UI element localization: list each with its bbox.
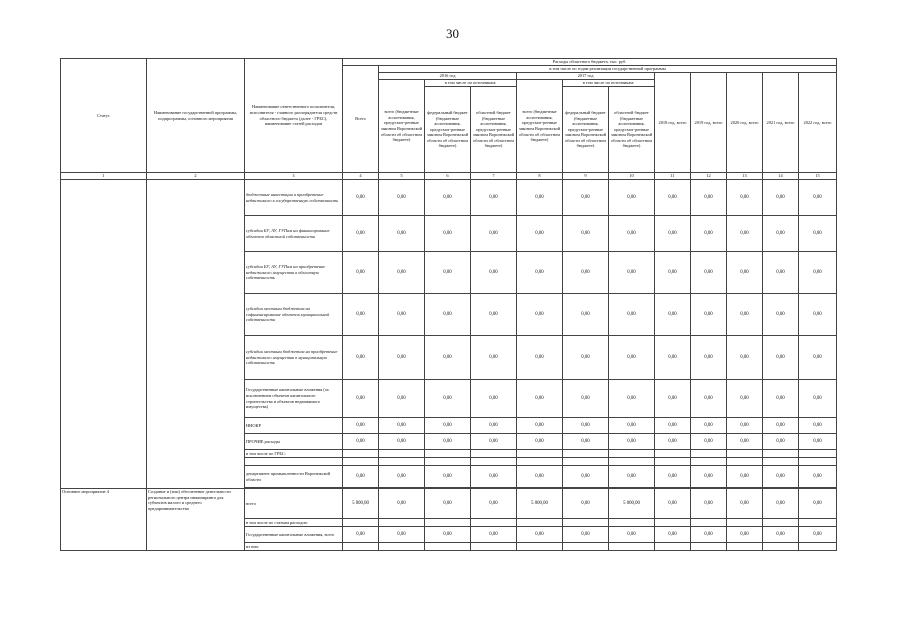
value-cell: 0,00 [379,252,425,294]
value-cell: 0,00 [609,336,655,380]
value-cell: 0,00 [471,434,517,450]
header-program-name: Наименование государственной программы, подпрограммы, основного мероприятия [147,59,245,173]
value-cell: 0,00 [471,527,517,543]
page-number: 30 [446,26,459,41]
value-cell: 5 000,00 [517,489,563,519]
value-cell: 0,00 [727,180,763,216]
value-cell: 0,00 [691,180,727,216]
col-index: 13 [727,173,763,180]
value-cell: 0,00 [563,294,609,336]
value-cell: 0,00 [655,418,691,434]
col-index: 1 [61,173,147,180]
value-cell: 0,00 [609,180,655,216]
value-cell: 0,00 [343,418,379,434]
col-index: 9 [563,173,609,180]
value-cell: 0,00 [691,380,727,418]
header-2016-total: всего (бюджетные ассигнования, предусмот-ренные законом Воронежской области об областном бюджете) [379,80,425,173]
row-label: субсидии БУ, АУ, ГУПам на финансирование объектов областной собственности [245,216,343,252]
value-cell: 0,00 [563,336,609,380]
value-cell: 0,00 [563,216,609,252]
value-cell: 0,00 [563,380,609,418]
value-cell: 0,00 [471,216,517,252]
column-index-row [61,173,837,180]
value-cell: 0,00 [763,216,799,252]
value-cell: 0,00 [343,466,379,488]
value-cell: 0,00 [763,434,799,450]
row-label: в том числе по ГРБС: [245,450,343,458]
program-name-cell [147,180,245,489]
value-cell: 0,00 [471,252,517,294]
value-cell: 0,00 [379,216,425,252]
value-cell: 0,00 [763,336,799,380]
value-cell: 0,00 [425,434,471,450]
value-cell: 0,00 [799,489,837,519]
value-cell: 0,00 [343,336,379,380]
header-2019: 2019 год, всего [691,73,727,173]
value-cell: 0,00 [691,336,727,380]
value-cell: 0,00 [727,489,763,519]
value-cell: 0,00 [799,336,837,380]
value-cell: 0,00 [799,180,837,216]
value-cell: 0,00 [517,380,563,418]
value-cell: 0,00 [471,294,517,336]
value-cell: 0,00 [655,466,691,488]
row-label: департамент промышленности Воронежской области [245,466,343,488]
row-label: субсидии местным бюджетам на софинансирование объектов муниципальной собственности [245,294,343,336]
col-index: 8 [517,173,563,180]
value-cell: 0,00 [763,489,799,519]
value-cell: 0,00 [343,252,379,294]
value-cell: 0,00 [343,216,379,252]
value-cell: 0,00 [425,418,471,434]
value-cell: 0,00 [517,180,563,216]
value-cell: 0,00 [517,252,563,294]
value-cell: 0,00 [691,252,727,294]
value-cell: 0,00 [691,216,727,252]
value-cell: 0,00 [563,434,609,450]
value-cell: 0,00 [763,418,799,434]
row-label: Государственные капитальные вложения (за исключением объектов капитального строительства и объектов недвижимого имущества) [245,380,343,418]
value-cell: 0,00 [517,294,563,336]
value-cell: 0,00 [609,527,655,543]
value-cell: 0,00 [517,418,563,434]
value-cell: 0,00 [343,527,379,543]
value-cell: 0,00 [655,294,691,336]
value-cell: 0,00 [471,380,517,418]
value-cell: 0,00 [799,527,837,543]
header-2016-incl: в том числе по источникам: [425,80,517,87]
value-cell: 0,00 [563,527,609,543]
value-cell: 0,00 [379,434,425,450]
value-cell: 0,00 [727,434,763,450]
value-cell: 0,00 [563,180,609,216]
row-label: всего [245,489,343,519]
value-cell: 0,00 [563,418,609,434]
col-index: 12 [691,173,727,180]
value-cell: 0,00 [471,466,517,488]
value-cell: 0,00 [763,527,799,543]
value-cell: 0,00 [379,294,425,336]
value-cell: 0,00 [343,294,379,336]
value-cell: 0,00 [471,418,517,434]
header-2016-fed: федеральный бюджет (бюджетные ассигнования, предусмот-ренные законом Воронежской области об областном бюджете) [425,87,471,173]
value-cell: 0,00 [609,466,655,488]
value-cell: 0,00 [517,216,563,252]
header-status: Статус [61,59,147,173]
value-cell: 0,00 [379,180,425,216]
value-cell: 0,00 [609,418,655,434]
value-cell: 0,00 [799,466,837,488]
value-cell: 5 000,00 [343,489,379,519]
value-cell: 0,00 [425,336,471,380]
header-2017-reg: областной бюджет (бюджетные ассигнования, предусмот-ренные законом Воронежской области об областном бюджете) [609,87,655,173]
value-cell: 0,00 [799,294,837,336]
header-year-2017: 2017 год [517,73,655,80]
value-cell: 0,00 [727,380,763,418]
value-cell: 0,00 [655,252,691,294]
value-cell: 0,00 [379,380,425,418]
table-row [61,489,837,519]
value-cell: 0,00 [655,336,691,380]
header-2017-total: всего (бюджетные ассигнования, предусмот-ренные законом Воронежской области об областном бюджете) [517,80,563,173]
value-cell: 0,00 [691,527,727,543]
value-cell: 0,00 [471,489,517,519]
row-label: субсидии местным бюджетам на приобретение недвижимого имущества в муниципальную собственность [245,336,343,380]
value-cell: 0,00 [563,489,609,519]
value-cell: 0,00 [763,252,799,294]
value-cell: 0,00 [563,466,609,488]
header-expenses: Расходы областного бюджета, тыс. руб. [343,59,837,66]
value-cell: 0,00 [425,466,471,488]
value-cell: 0,00 [691,489,727,519]
value-cell: 0,00 [727,466,763,488]
value-cell: 0,00 [727,418,763,434]
value-cell: 0,00 [471,336,517,380]
value-cell: 0,00 [609,294,655,336]
value-cell: 0,00 [655,180,691,216]
value-cell: 0,00 [727,527,763,543]
value-cell: 0,00 [655,434,691,450]
value-cell: 0,00 [425,216,471,252]
value-cell: 0,00 [343,434,379,450]
value-cell: 0,00 [799,252,837,294]
header-2017-incl: в том числе по источникам: [563,80,655,87]
budget-sheet [60,58,837,551]
value-cell: 0,00 [379,466,425,488]
value-cell: 0,00 [727,252,763,294]
value-cell: 0,00 [799,380,837,418]
row-label: в том числе по статьям расходов: [245,519,343,527]
value-cell: 0,00 [609,252,655,294]
value-cell: 0,00 [763,466,799,488]
value-cell: 0,00 [691,434,727,450]
col-index: 3 [245,173,343,180]
value-cell: 0,00 [517,434,563,450]
value-cell: 0,00 [799,216,837,252]
header-2017-fed: федеральный бюджет (бюджетные ассигнования, предусмот-ренные законом Воронежской области об областном бюджете) [563,87,609,173]
col-index: 4 [343,173,379,180]
value-cell: 0,00 [517,336,563,380]
value-cell: 0,00 [609,216,655,252]
value-cell: 0,00 [425,489,471,519]
row-label: из них: [245,543,343,551]
budget-table [60,58,837,551]
value-cell: 0,00 [379,527,425,543]
value-cell: 0,00 [517,466,563,488]
value-cell: 0,00 [763,294,799,336]
value-cell: 0,00 [379,418,425,434]
header-2016-reg: областной бюджет (бюджетные ассигнования, предусмот-ренные законом Воронежской области об областном бюджете) [471,87,517,173]
value-cell: 0,00 [343,180,379,216]
value-cell: 0,00 [655,216,691,252]
value-cell: 0,00 [343,380,379,418]
value-cell: 0,00 [609,380,655,418]
col-index: 14 [763,173,799,180]
col-index: 7 [471,173,517,180]
col-index: 6 [425,173,471,180]
value-cell: 0,00 [517,527,563,543]
value-cell: 0,00 [799,434,837,450]
col-index: 10 [609,173,655,180]
value-cell: 0,00 [425,527,471,543]
measure-status: Основное мероприятие 4 [61,489,147,551]
value-cell: 0,00 [563,252,609,294]
value-cell: 0,00 [763,180,799,216]
value-cell: 0,00 [425,252,471,294]
header-executor: Наименование ответственного исполнителя, исполнителя - главного распорядителя средств областного бюджета (далее - ГРБС), наименование статей расходов [245,59,343,173]
header-2022: 2022 год, всего [799,73,837,173]
value-cell: 0,00 [471,180,517,216]
row-label: ПРОЧИЕ расходы [245,434,343,450]
value-cell: 0,00 [379,336,425,380]
header-year-2016: 2016 год [379,73,517,80]
row-label: субсидии БУ, АУ, ГУПам на приобретение недвижимого имущества в областную собственность [245,252,343,294]
row-label: Государственные капитальные вложения, всего [245,527,343,543]
value-cell: 0,00 [727,336,763,380]
value-cell: 0,00 [655,527,691,543]
status-cell [61,180,147,489]
value-cell: 0,00 [691,466,727,488]
value-cell: 0,00 [425,180,471,216]
col-index: 5 [379,173,425,180]
header-2018: 2018 год, всего [655,73,691,173]
measure-name: Создание и (или) обеспечение деятельности регионального центра инжиниринга для субъектов малого и среднего предпринимательства [147,489,245,551]
table-row [61,180,837,216]
col-index: 15 [799,173,837,180]
value-cell: 0,00 [655,380,691,418]
value-cell: 0,00 [799,418,837,434]
row-label: бюджетные инвестиции в приобретение недвижимого в государственную собственность [245,180,343,216]
value-cell: 0,00 [609,434,655,450]
header-2021: 2021 год, всего [763,73,799,173]
col-index: 11 [655,173,691,180]
value-cell: 0,00 [727,294,763,336]
value-cell: 0,00 [763,380,799,418]
value-cell: 0,00 [655,489,691,519]
col-index: 2 [147,173,245,180]
value-cell: 0,00 [425,294,471,336]
value-cell: 0,00 [691,294,727,336]
value-cell: 5 000,00 [609,489,655,519]
value-cell: 0,00 [425,380,471,418]
header-expenses-sub: в том числе по годам реализации государственной программы [379,66,837,73]
header-total: Всего [343,66,379,173]
value-cell: 0,00 [727,216,763,252]
value-cell: 0,00 [379,489,425,519]
row-label: НИОКР [245,418,343,434]
header-2020: 2020 год, всего [727,73,763,173]
value-cell: 0,00 [691,418,727,434]
